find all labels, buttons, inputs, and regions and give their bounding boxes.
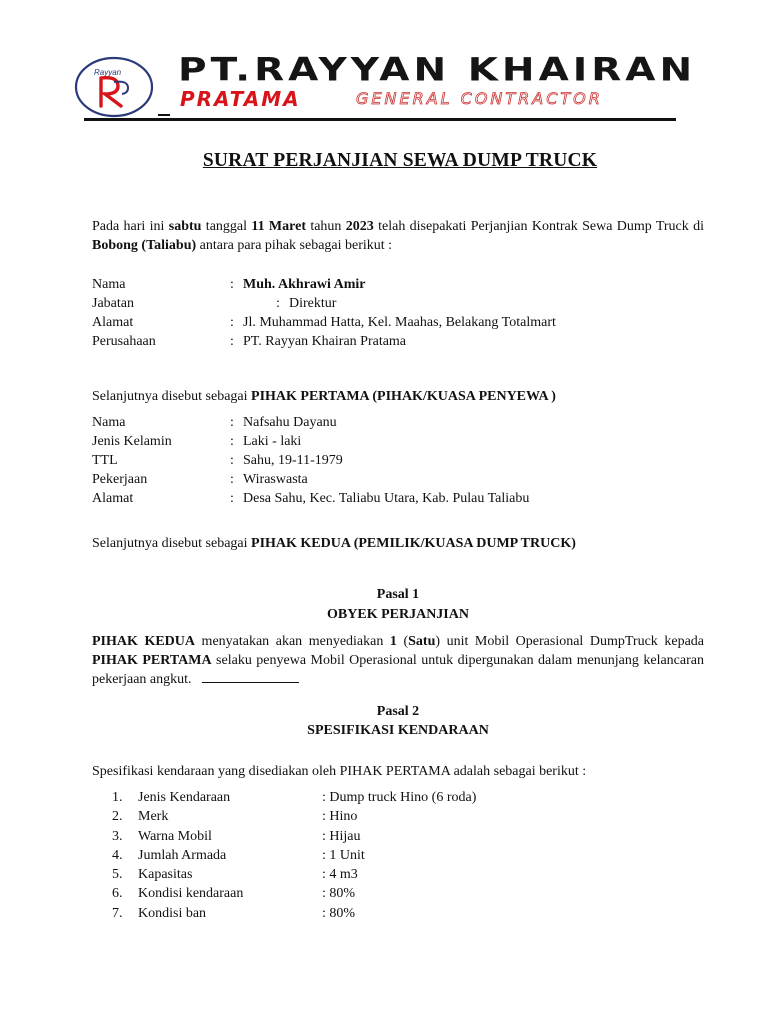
blank-fill-line [202,671,299,683]
party2-designation: Selanjutnya disebut sebagai PIHAK KEDUA (PEMILIK/KUASA DUMP TRUCK) [92,536,576,551]
letterhead-rule-short [158,114,170,116]
pasal1-heading: OBYEK PERJANJIAN [327,607,469,622]
pasal2-number: Pasal 2 [376,704,420,719]
company-name: PT.RAYYAN KHAIRAN [178,52,697,89]
pasal2-heading: SPESIFIKASI KENDARAAN [307,723,489,738]
logo-text: Rayyan [94,68,122,77]
intro-paragraph: Pada hari ini sabtu tanggal 11 Maret tahun 2023 telah disepakati Perjanjian Kontrak Sewa Dump Truck di Bobong (Taliabu) antara para pihak sebagai berikut : [92,219,704,253]
document-title: SURAT PERJANJIAN SEWA DUMP TRUCK [202,150,598,171]
pasal2-intro: Spesifikasi kendaraan yang disediakan oleh PIHAK PERTAMA adalah sebagai berikut : [92,764,587,779]
pasal1-paragraph: PIHAK KEDUA menyatakan akan menyediakan 1 (Satu) unit Mobil Operasional DumpTruck kepada PIHAK PERTAMA selaku penyewa Mobil Operasional untuk dipergunakan dalam menunjang kelancaran pekerjaan angkut. [92,634,704,687]
company-tagline: GENERAL CONTRACTOR [356,89,603,108]
letterhead-rule [84,118,676,121]
party1-designation: Selanjutnya disebut sebagai PIHAK PERTAMA (PIHAK/KUASA PENYEWA ) [92,389,556,404]
company-logo [74,56,154,118]
company-subname: PRATAMA [180,87,301,111]
document-page: Rayyan PT.RAYYAN KHAIRAN PRATAMA GENERAL CONTRACTOR SURAT PERJANJIAN SEWA DUMP TRUCK Pada hari ini sabtu tanggal 11 Maret tahun 2023 telah disepakati Perjanjian Kontrak Sewa Dump Truck di Bobong (Taliabu) antara para pihak sebagai berikut : Nama : Muh. Akhrawi Amir Jabatan : Direktur Alamat : Jl. Muhammad Hatta, Kel. Maahas, Belakang Totalmart Perusahaan : PT. Rayyan Khairan Pratama Selanjutnya disebut sebagai PIHAK PERTAMA (PIHAK/KUASA PENYEWA ) Nama : Nafsahu Dayanu Jenis Kelamin : Laki - laki TTL : Sahu, 19-11-1979 Pekerjaan : Wiraswasta Alamat : Desa Sahu, Kec. Taliabu Utara, Kab. Pulau Taliabu Selanjutnya disebut sebagai PIHAK KEDUA (PEMILIK/KUASA DUMP TRUCK) Pasal 1 OBYEK PERJANJIAN PIHAK KEDUA menyatakan akan menyediakan 1 (Satu) unit Mobil Operasional DumpTruck kepada PIHAK PERTAMA selaku penyewa Mobil Operasional untuk dipergunakan dalam menunjang kelancaran pekerjaan angkut. Pasal 2 SPESIFIKASI KENDARAAN Spesifikasi kendaraan yang disediakan oleh PIHAK PERTAMA adalah sebagai berikut : 1. Jenis Kendaraan : Dump truck Hino (6 roda) 2. Merk : Hino 3. Warna Mobil : Hijau 4. Jumlah Armada : 1 Unit 5. Kapasitas : 4 m3 6. Kondisi kendaraan : 80% 7. Kondisi ban : 80% [0,0,768,1024]
pasal1-number: Pasal 1 [376,587,420,602]
